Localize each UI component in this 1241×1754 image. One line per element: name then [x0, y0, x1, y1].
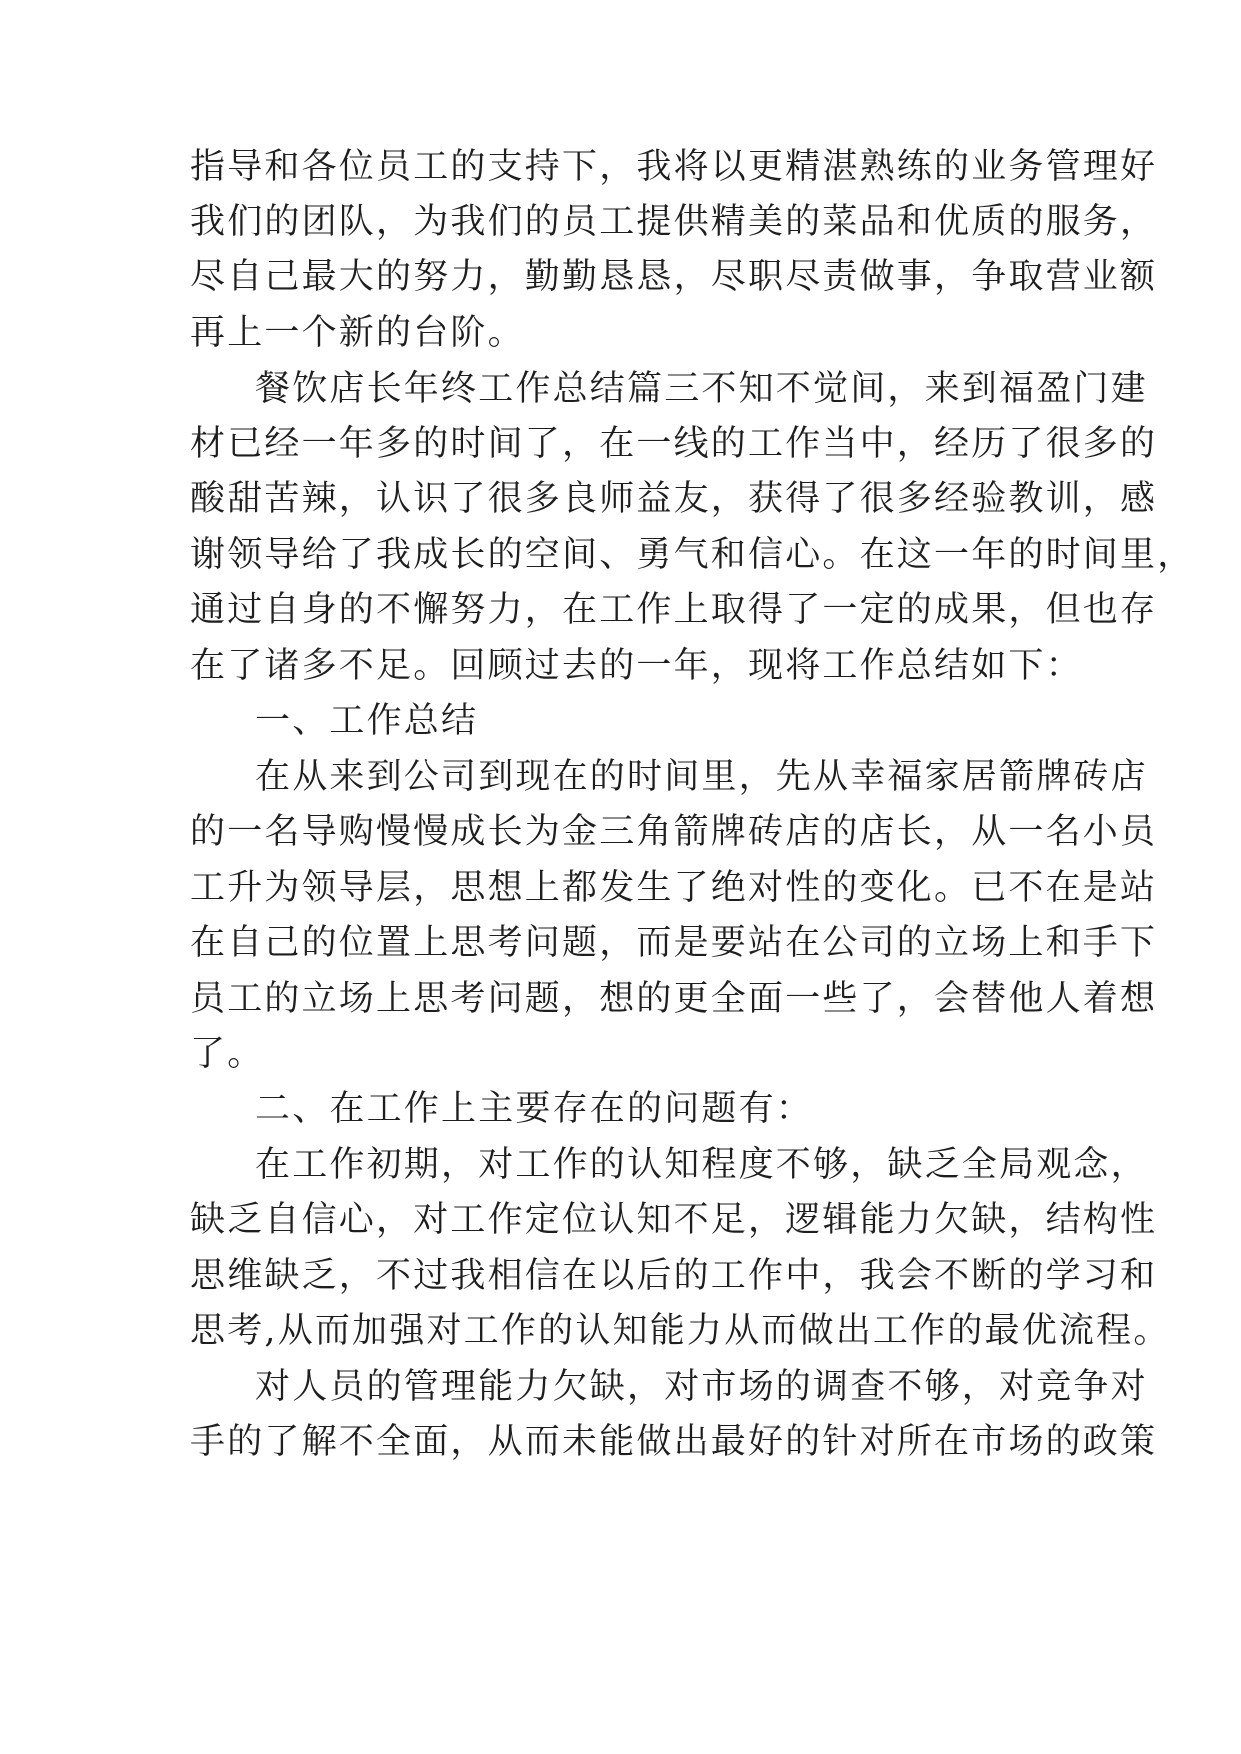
text-line: 指导和各位员工的支持下，我将以更精湛熟练的业务管理好: [190, 147, 1158, 187]
text-line: 我们的团队，为我们的员工提供精美的菜品和优质的服务，: [190, 202, 1158, 242]
text-line: 再上一个新的台阶。: [190, 313, 525, 353]
text-line: 通过自身的不懈努力，在工作上取得了一定的成果，但也存: [190, 590, 1158, 630]
text-line: 尽自己最大的努力，勤勤恳恳，尽职尽责做事，争取营业额: [190, 257, 1158, 297]
text-line: 餐饮店长年终工作总结篇三不知不觉间，来到福盈门建: [255, 369, 1148, 409]
section-heading: 二、在工作上主要存在的问题有：: [255, 1089, 814, 1129]
section-heading: 一、工作总结: [255, 701, 479, 741]
text-line: 在工作初期，对工作的认知程度不够，缺乏全局观念，: [255, 1145, 1148, 1185]
text-line: 思考,从而加强对工作的认知能力从而做出工作的最优流程。: [190, 1311, 1171, 1351]
text-line: 的一名导购慢慢成长为金三角箭牌砖店的店长，从一名小员: [190, 812, 1158, 852]
text-line: 了。: [190, 1034, 265, 1074]
text-line: 手的了解不全面，从而未能做出最好的针对所在市场的政策: [190, 1422, 1158, 1462]
text-line: 在了诸多不足。回顾过去的一年，现将工作总结如下：: [190, 646, 1083, 686]
text-line: 在从来到公司到现在的时间里，先从幸福家居箭牌砖店: [255, 757, 1148, 797]
text-line: 谢领导给了我成长的空间、勇气和信心。在这一年的时间里，: [190, 535, 1195, 575]
text-line: 材已经一年多的时间了，在一线的工作当中，经历了很多的: [190, 424, 1158, 464]
text-line: 缺乏自信心，对工作定位认知不足，逻辑能力欠缺，结构性: [190, 1200, 1158, 1240]
text-line: 思维缺乏，不过我相信在以后的工作中，我会不断的学习和: [190, 1256, 1158, 1296]
text-line: 酸甜苦辣，认识了很多良师益友，获得了很多经验教训，感: [190, 479, 1158, 519]
text-line: 在自己的位置上思考问题，而是要站在公司的立场上和手下: [190, 923, 1158, 963]
text-line: 工升为领导层，思想上都发生了绝对性的变化。已不在是站: [190, 868, 1158, 908]
text-line: 对人员的管理能力欠缺，对市场的调查不够，对竞争对: [255, 1367, 1148, 1407]
text-line: 员工的立场上思考问题，想的更全面一些了，会替他人着想: [190, 979, 1158, 1019]
